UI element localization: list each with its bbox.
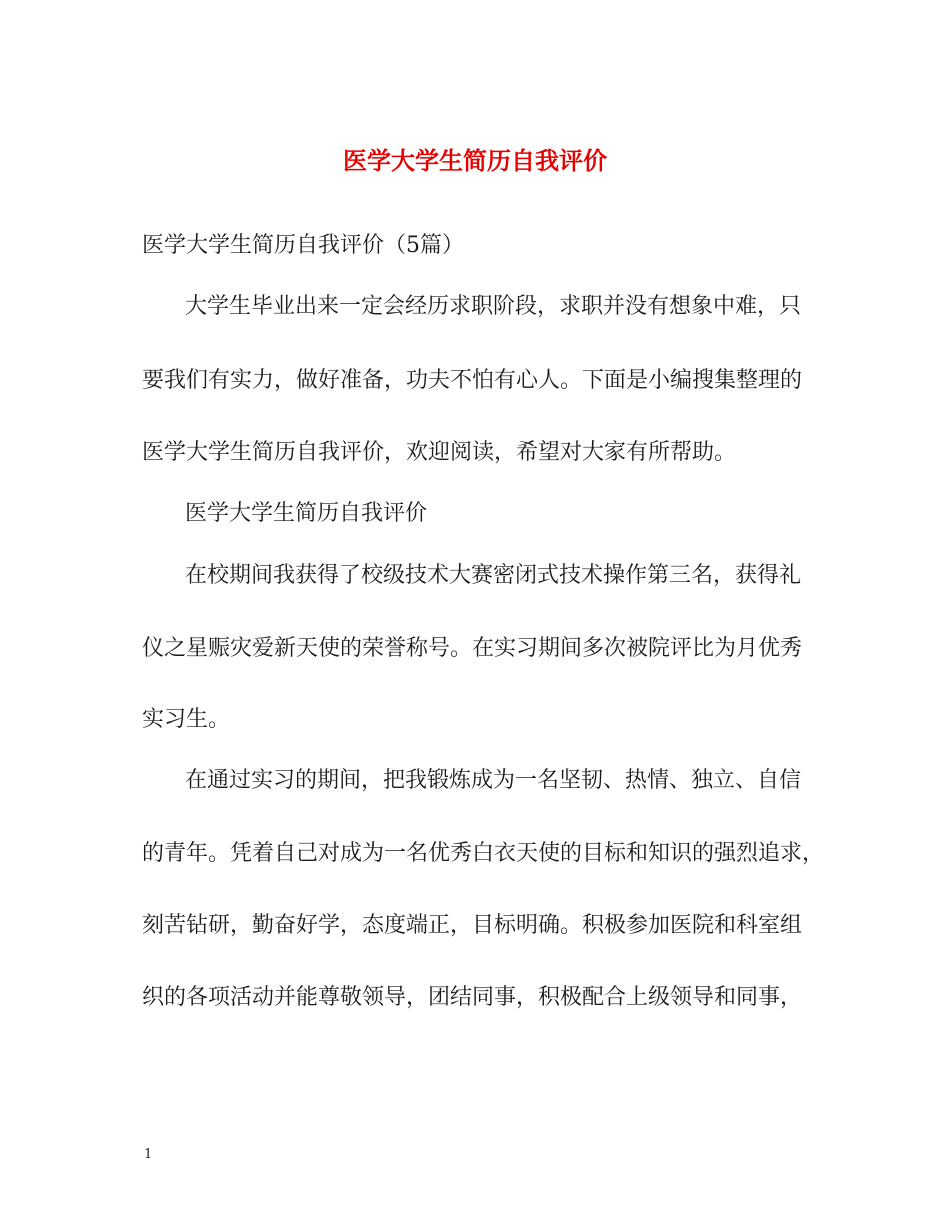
document-subtitle: 医学大学生简历自我评价（5篇） [142, 233, 464, 258]
intro-line-2: 要我们有实力，做好准备，功夫不怕有心人。下面是小编搜集整理的 [142, 368, 803, 393]
paragraph-1-line-1: 在校期间我获得了校级技术大赛密闭式技术操作第三名，获得礼 [185, 563, 802, 588]
paragraph-2-line-2: 的青年。凭着自己对成为一名优秀白衣天使的目标和知识的强烈追求， [142, 841, 825, 866]
paragraph-1-line-3: 实习生。 [142, 707, 231, 732]
paragraph-2-line-3: 刻苦钻研，勤奋好学，态度端正，目标明确。积极参加医院和科室组 [142, 913, 803, 938]
intro-line-1: 大学生毕业出来一定会经历求职阶段，求职并没有想象中难，只 [185, 294, 802, 319]
intro-line-3: 医学大学生简历自我评价，欢迎阅读，希望对大家有所帮助。 [142, 440, 737, 465]
page-number: 1 [144, 1147, 153, 1162]
paragraph-2-line-1: 在通过实习的期间，把我锻炼成为一名坚韧、热情、独立、自信 [185, 768, 802, 793]
paragraph-1-line-2: 仪之星赈灾爱新天使的荣誉称号。在实习期间多次被院评比为月优秀 [142, 636, 803, 661]
paragraph-2-line-4: 织的各项活动并能尊敬领导，团结同事，积极配合上级领导和同事， [142, 985, 803, 1010]
section-heading: 医学大学生简历自我评价 [185, 501, 428, 526]
document-title: 医学大学生简历自我评价 [343, 146, 607, 175]
